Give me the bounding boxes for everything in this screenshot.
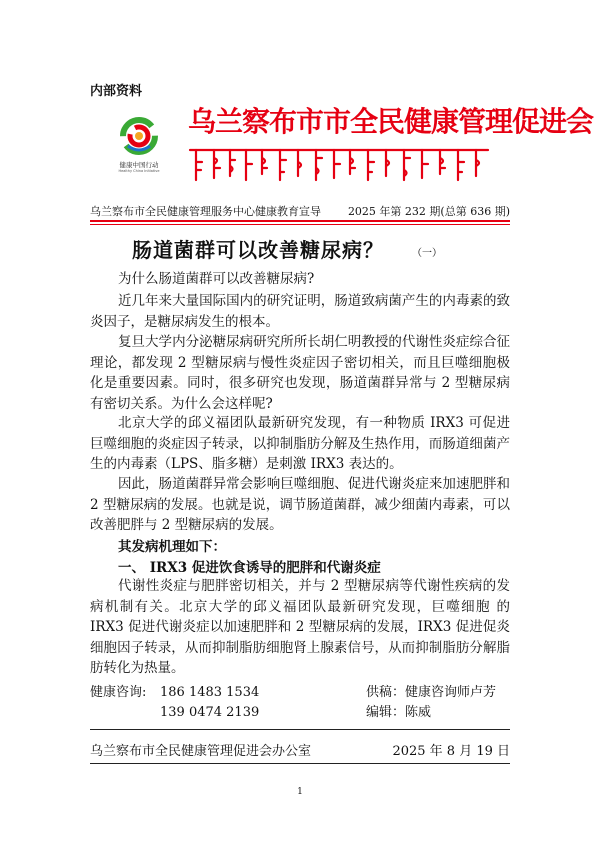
header-publisher: 乌兰察布市全民健康管理服务中心健康教育宣导 xyxy=(90,205,321,218)
page-number: 1 xyxy=(297,787,303,797)
contact-label: 健康咨询: xyxy=(90,685,147,700)
editor-credit: 编辑：陈威 xyxy=(366,705,432,720)
paragraph: 因此，肠道菌群异常会影响巨噬细胞、促进代谢炎症来加速肥胖和 2 型糖尿病的发展。也就是说，调节肠道菌群，减少细菌内毒素，可以改善肥胖与 2 型糖尿病的发展。 xyxy=(90,476,510,533)
mongolian-script-decoration xyxy=(188,140,498,188)
mechanism-heading: 其发病机理如下： xyxy=(118,539,226,555)
internal-label: 内部资料 xyxy=(90,84,143,99)
paragraph: 代谢性炎症与肥胖密切相关，并与 2 型糖尿病等代谢性疾病的发病机制有关。北京大学的邱义福团队最新研究发现，巨噬细胞 的 IRX3 促进代谢炎症以加速肥胖和 2 型糖尿病的发展，IRX3 促进促炎细胞因子转录，从而抑制脂肪细胞肾上腺素信号，从而抑制脂肪分解脂肪转化为热量。 xyxy=(90,578,510,676)
footer-divider-top xyxy=(90,729,510,730)
paragraph: 为什么肠道菌群可以改善糖尿病? xyxy=(118,271,315,287)
contact-phone-1: 186 1483 1534 xyxy=(160,685,260,700)
footer-date: 2025 年 8 月 19 日 xyxy=(392,744,510,759)
paragraph: 北京大学的邱义福团队最新研究发现，有一种物质 IRX3 可促进巨噬细胞的炎症因子转录，以抑制脂肪分解及生热作用，而肠道细菌产生的内毒素（LPS、脂多糖）是刺激 IRX3 表达的。 xyxy=(90,415,510,472)
footer-org: 乌兰察布市全民健康管理促进会办公室 xyxy=(90,744,312,759)
issue-header xyxy=(90,203,510,219)
paragraph: 近几年来大量国际国内的研究证明，肠道致病菌产生的内毒素的致炎因子，是糖尿病发生的根本。 xyxy=(90,293,510,330)
footer xyxy=(90,740,510,759)
header-divider xyxy=(90,220,510,222)
footer-divider-bottom xyxy=(90,763,510,764)
org-title: 乌兰察布市市全民健康管理促进会 xyxy=(188,105,594,138)
logo-caption-en: Healthy China Initiative xyxy=(118,169,160,173)
author-credit: 供稿：健康咨询师卢芳 xyxy=(366,685,497,700)
header-issue: 2025 年第 232 期(总第 636 期) xyxy=(347,205,510,218)
contact-phone-2: 139 0474 2139 xyxy=(160,705,260,720)
header-divider-thin xyxy=(90,224,510,225)
section-heading: 一、 IRX3 促进饮食诱导的肥胖和代谢炎症 xyxy=(118,560,381,576)
article-part-label: （一） xyxy=(412,248,442,259)
article-title: 肠道菌群可以改善糖尿病？ xyxy=(132,238,384,262)
logo-caption: 健康中国行动 xyxy=(119,161,159,169)
paragraph: 复旦大学内分泌糖尿病研究所所长胡仁明教授的代谢性炎症综合征理论，都发现 2 型糖尿病与慢性炎症因子密切相关，而且巨噬细胞极化是重要因素。同时，很多研究也发现，肠道菌群异常与 2 型糖尿病有密切关系。为什么会这样呢? xyxy=(90,334,510,412)
